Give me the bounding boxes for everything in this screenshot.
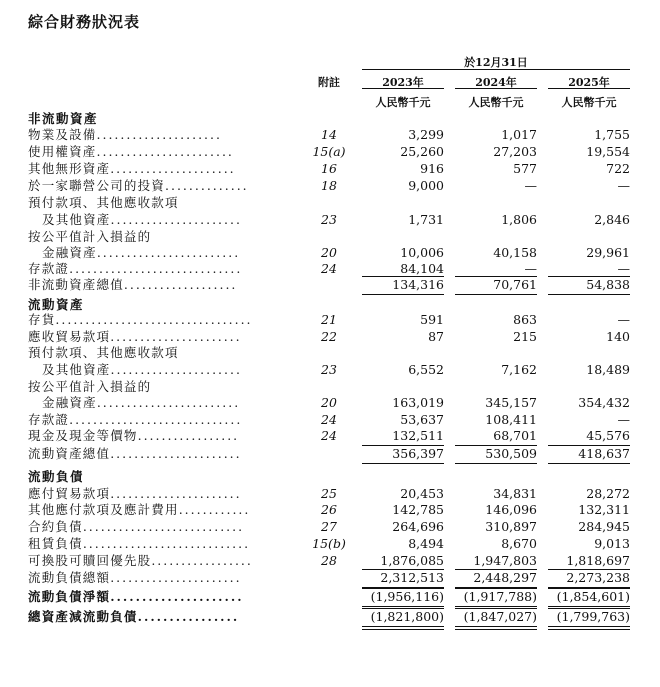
row-label	[28, 178, 298, 194]
row-label-text: 使用權資產	[28, 144, 97, 159]
subtotal-rule	[455, 626, 537, 627]
subtotal-rule	[548, 463, 630, 464]
note-ref: 24	[321, 261, 337, 276]
unit-label: 人民幣千元	[561, 96, 617, 109]
leader-dots: .....................	[96, 127, 222, 142]
row-label-text: 流動負債總額	[28, 570, 111, 585]
subtotal-rule	[362, 626, 444, 627]
row-label-text: 按公平值計入損益的	[28, 379, 152, 394]
value-cell: (1,917,788)	[463, 589, 537, 604]
row-label	[28, 261, 298, 277]
leader-dots: ................	[137, 609, 240, 624]
year-header-rule	[455, 88, 537, 89]
row-label	[28, 345, 298, 361]
value-cell: 8,670	[501, 536, 537, 551]
table-row	[0, 553, 660, 569]
table-row	[0, 589, 660, 605]
table-row	[0, 362, 660, 378]
row-label	[28, 312, 298, 328]
table-row	[0, 486, 660, 502]
subtotal-rule	[548, 569, 630, 570]
subtotal-rule	[548, 294, 630, 295]
table-row	[0, 536, 660, 552]
section-heading	[28, 469, 298, 485]
leader-dots: .....................	[110, 161, 236, 176]
value-cell: 108,411	[485, 412, 537, 427]
value-cell: 1,017	[501, 127, 537, 142]
row-label-text: 其他應付款項及應計費用	[28, 502, 179, 517]
year-header-2024: 2024年	[475, 76, 517, 89]
page-title: 綜合財務狀況表	[28, 13, 141, 31]
row-label	[28, 589, 298, 605]
value-cell: (1,847,027)	[463, 609, 537, 624]
double-underline	[548, 629, 630, 630]
row-label-text: 非流動資產	[28, 111, 99, 126]
section-heading-row	[0, 297, 660, 313]
row-label-text: 流動資產	[28, 297, 85, 312]
leader-dots: .....................	[110, 589, 244, 604]
table-row	[0, 178, 660, 194]
note-ref: 27	[321, 519, 337, 534]
table-row	[0, 570, 660, 586]
row-label-text: 流動負債	[28, 469, 85, 484]
value-cell: 215	[513, 329, 537, 344]
value-cell: (1,821,800)	[370, 609, 444, 624]
table-row	[0, 127, 660, 143]
section-heading	[28, 297, 298, 313]
row-label	[28, 379, 298, 395]
subtotal-rule	[362, 608, 444, 609]
row-label	[28, 553, 298, 569]
value-cell: 591	[420, 312, 444, 327]
value-cell: 1,876,085	[380, 553, 444, 568]
value-cell: 132,311	[578, 502, 630, 517]
row-label	[28, 486, 298, 502]
value-cell: 1,806	[501, 212, 537, 227]
value-cell: 345,157	[485, 395, 537, 410]
table-row	[0, 519, 660, 535]
row-label-text: 金融資產	[42, 245, 97, 260]
value-cell: 134,316	[392, 277, 444, 292]
value-cell: 1,755	[594, 127, 630, 142]
table-row	[0, 395, 660, 411]
row-label	[28, 412, 298, 428]
leader-dots: ......................	[110, 446, 242, 461]
double-underline	[455, 629, 537, 630]
value-cell: 87	[428, 329, 444, 344]
row-label	[42, 362, 312, 378]
leader-dots: .............................	[69, 412, 243, 427]
row-label-text: 及其他資產	[42, 362, 111, 377]
subtotal-rule	[362, 294, 444, 295]
value-cell: —	[617, 178, 630, 193]
subtotal-rule	[548, 606, 630, 607]
subtotal-rule	[455, 606, 537, 607]
value-cell: (1,956,116)	[370, 589, 444, 604]
subtotal-rule	[362, 463, 444, 464]
row-label	[28, 127, 298, 143]
row-label-text: 於一家聯營公司的投資	[28, 178, 166, 193]
row-label-text: 存款證	[28, 412, 70, 427]
row-label-text: 物業及設備	[28, 127, 97, 142]
row-label	[28, 229, 298, 245]
year-header-2025: 2025年	[568, 76, 610, 89]
value-cell: 163,019	[392, 395, 444, 410]
value-cell: 29,961	[586, 245, 630, 260]
note-ref: 20	[321, 395, 337, 410]
double-underline	[362, 629, 444, 630]
leader-dots: ......................	[110, 570, 242, 585]
value-cell: —	[524, 261, 537, 276]
leader-dots: ...................	[123, 277, 238, 292]
value-cell: (1,854,601)	[556, 589, 630, 604]
table-row	[0, 379, 660, 395]
subtotal-rule	[455, 294, 537, 295]
value-cell: 863	[513, 312, 537, 327]
row-label	[28, 446, 298, 462]
value-cell: 2,312,513	[380, 570, 444, 585]
leader-dots: .................	[151, 553, 253, 568]
value-cell: 1,818,697	[566, 553, 630, 568]
subtotal-rule	[455, 463, 537, 464]
row-label	[28, 195, 298, 211]
subtotal-rule	[455, 608, 537, 609]
leader-dots: ......................	[110, 362, 242, 377]
value-cell: 68,701	[493, 428, 537, 443]
row-label-text: 存貨	[28, 312, 56, 327]
subtotal-rule	[548, 276, 630, 277]
unit-label: 人民幣千元	[375, 96, 431, 109]
value-cell: 6,552	[408, 362, 444, 377]
value-cell: 577	[513, 161, 537, 176]
row-label	[28, 502, 298, 518]
subtotal-rule	[455, 569, 537, 570]
value-cell: 916	[420, 161, 444, 176]
note-ref: 20	[321, 245, 337, 260]
row-label-text: 流動負債淨額	[28, 589, 111, 604]
row-label	[28, 536, 298, 552]
value-cell: —	[617, 312, 630, 327]
row-label	[42, 395, 312, 411]
table-row	[0, 446, 660, 462]
subtotal-rule	[548, 445, 630, 446]
row-label-text: 應收貿易款項	[28, 329, 111, 344]
section-heading	[28, 111, 298, 127]
subtotal-rule	[455, 276, 537, 277]
note-column-header: 附註	[318, 76, 340, 89]
value-cell: —	[617, 412, 630, 427]
value-cell: 53,637	[400, 412, 444, 427]
row-label	[42, 245, 312, 261]
table-row	[0, 428, 660, 444]
table-row	[0, 609, 660, 625]
value-cell: 354,432	[578, 395, 630, 410]
note-ref: 22	[321, 329, 337, 344]
value-cell: 2,846	[594, 212, 630, 227]
row-label-text: 存款證	[28, 261, 70, 276]
value-cell: —	[617, 261, 630, 276]
row-label	[28, 570, 298, 586]
value-cell: 142,785	[392, 502, 444, 517]
value-cell: 19,554	[586, 144, 630, 159]
row-label	[28, 277, 298, 293]
year-header-rule	[362, 88, 444, 89]
value-cell: 722	[606, 161, 630, 176]
leader-dots: ......................	[110, 329, 242, 344]
value-cell: 9,013	[594, 536, 630, 551]
value-cell: 2,273,238	[566, 570, 630, 585]
leader-dots: ............................	[82, 536, 251, 551]
value-cell: 28,272	[586, 486, 630, 501]
value-cell: 20,453	[400, 486, 444, 501]
leader-dots: .................................	[55, 312, 253, 327]
subtotal-rule	[362, 276, 444, 277]
value-cell: 3,299	[408, 127, 444, 142]
table-row	[0, 312, 660, 328]
year-header-rule	[548, 88, 630, 89]
value-cell: 310,897	[485, 519, 537, 534]
unit-label: 人民幣千元	[468, 96, 524, 109]
note-ref: 16	[321, 161, 337, 176]
period-header: 於12月31日	[464, 56, 528, 69]
row-label	[42, 212, 312, 228]
value-cell: 530,509	[485, 446, 537, 461]
table-row	[0, 345, 660, 361]
value-cell: 418,637	[578, 446, 630, 461]
row-label-text: 及其他資產	[42, 212, 111, 227]
leader-dots: .................	[137, 428, 240, 443]
note-ref: 26	[321, 502, 337, 517]
table-row	[0, 144, 660, 160]
leader-dots: ..............	[165, 178, 249, 193]
value-cell: 140	[606, 329, 630, 344]
subtotal-rule	[455, 588, 537, 589]
value-cell: 132,511	[392, 428, 444, 443]
row-label-text: 合約負債	[28, 519, 83, 534]
table-row	[0, 329, 660, 345]
subtotal-rule	[362, 588, 444, 589]
leader-dots: .............................	[69, 261, 243, 276]
value-cell: 40,158	[493, 245, 537, 260]
row-label-text: 非流動資產總值	[28, 277, 124, 292]
value-cell: 25,260	[400, 144, 444, 159]
table-row	[0, 502, 660, 518]
value-cell: 284,945	[578, 519, 630, 534]
subtotal-rule	[455, 445, 537, 446]
value-cell: 1,947,803	[473, 553, 537, 568]
note-ref: 28	[321, 553, 337, 568]
value-cell: 84,104	[400, 261, 444, 276]
table-row	[0, 212, 660, 228]
value-cell: 70,761	[493, 277, 537, 292]
row-label	[28, 161, 298, 177]
leader-dots: ........................	[96, 245, 241, 260]
row-label	[28, 144, 298, 160]
leader-dots: ......................	[110, 486, 242, 501]
subtotal-rule	[548, 608, 630, 609]
leader-dots: ...........................	[82, 519, 245, 534]
leader-dots: ........................	[96, 395, 241, 410]
subtotal-rule	[362, 569, 444, 570]
note-ref: 18	[321, 178, 337, 193]
value-cell: 7,162	[501, 362, 537, 377]
note-ref: 21	[321, 312, 337, 327]
value-cell: 54,838	[586, 277, 630, 292]
year-header-2023: 2023年	[382, 76, 424, 89]
note-ref: 15(a)	[312, 144, 346, 159]
value-cell: 18,489	[586, 362, 630, 377]
value-cell: 34,831	[493, 486, 537, 501]
table-row	[0, 195, 660, 211]
row-label-text: 可換股可贖回優先股	[28, 553, 152, 568]
row-label-text: 預付款項、其他應收款項	[28, 345, 179, 360]
row-label-text: 現金及現金等價物	[28, 428, 138, 443]
note-ref: 14	[321, 127, 337, 142]
period-header-rule	[362, 69, 630, 70]
subtotal-rule	[362, 445, 444, 446]
row-label-text: 應付貿易款項	[28, 486, 111, 501]
row-label-text: 金融資產	[42, 395, 97, 410]
row-label-text: 其他無形資產	[28, 161, 111, 176]
value-cell: 146,096	[485, 502, 537, 517]
row-label-text: 預付款項、其他應收款項	[28, 195, 179, 210]
row-label	[28, 428, 298, 444]
value-cell: 10,006	[400, 245, 444, 260]
leader-dots: .......................	[96, 144, 234, 159]
row-label-text: 租賃負債	[28, 536, 83, 551]
value-cell: 45,576	[586, 428, 630, 443]
value-cell: —	[524, 178, 537, 193]
subtotal-rule	[548, 626, 630, 627]
row-label-text: 流動資產總值	[28, 446, 111, 461]
row-label-text: 按公平值計入損益的	[28, 229, 152, 244]
table-row	[0, 245, 660, 261]
note-ref: 15(b)	[312, 536, 346, 551]
note-ref: 24	[321, 428, 337, 443]
value-cell: 8,494	[408, 536, 444, 551]
note-ref: 24	[321, 412, 337, 427]
leader-dots: ......................	[110, 212, 242, 227]
note-ref: 25	[321, 486, 337, 501]
table-row	[0, 229, 660, 245]
row-label	[28, 519, 298, 535]
section-heading-row	[0, 111, 660, 127]
value-cell: 2,448,297	[473, 570, 537, 585]
value-cell: (1,799,763)	[556, 609, 630, 624]
value-cell: 264,696	[392, 519, 444, 534]
row-label	[28, 329, 298, 345]
value-cell: 356,397	[392, 446, 444, 461]
table-row	[0, 412, 660, 428]
subtotal-rule	[548, 588, 630, 589]
table-row	[0, 277, 660, 293]
table-row	[0, 261, 660, 277]
value-cell: 1,731	[408, 212, 444, 227]
subtotal-rule	[362, 606, 444, 607]
leader-dots: ............	[178, 502, 251, 517]
row-label-text: 總資產減流動負債	[28, 609, 138, 624]
note-ref: 23	[321, 212, 337, 227]
value-cell: 9,000	[408, 178, 444, 193]
note-ref: 23	[321, 362, 337, 377]
value-cell: 27,203	[493, 144, 537, 159]
table-row	[0, 161, 660, 177]
section-heading-row	[0, 469, 660, 485]
row-label	[28, 609, 298, 625]
